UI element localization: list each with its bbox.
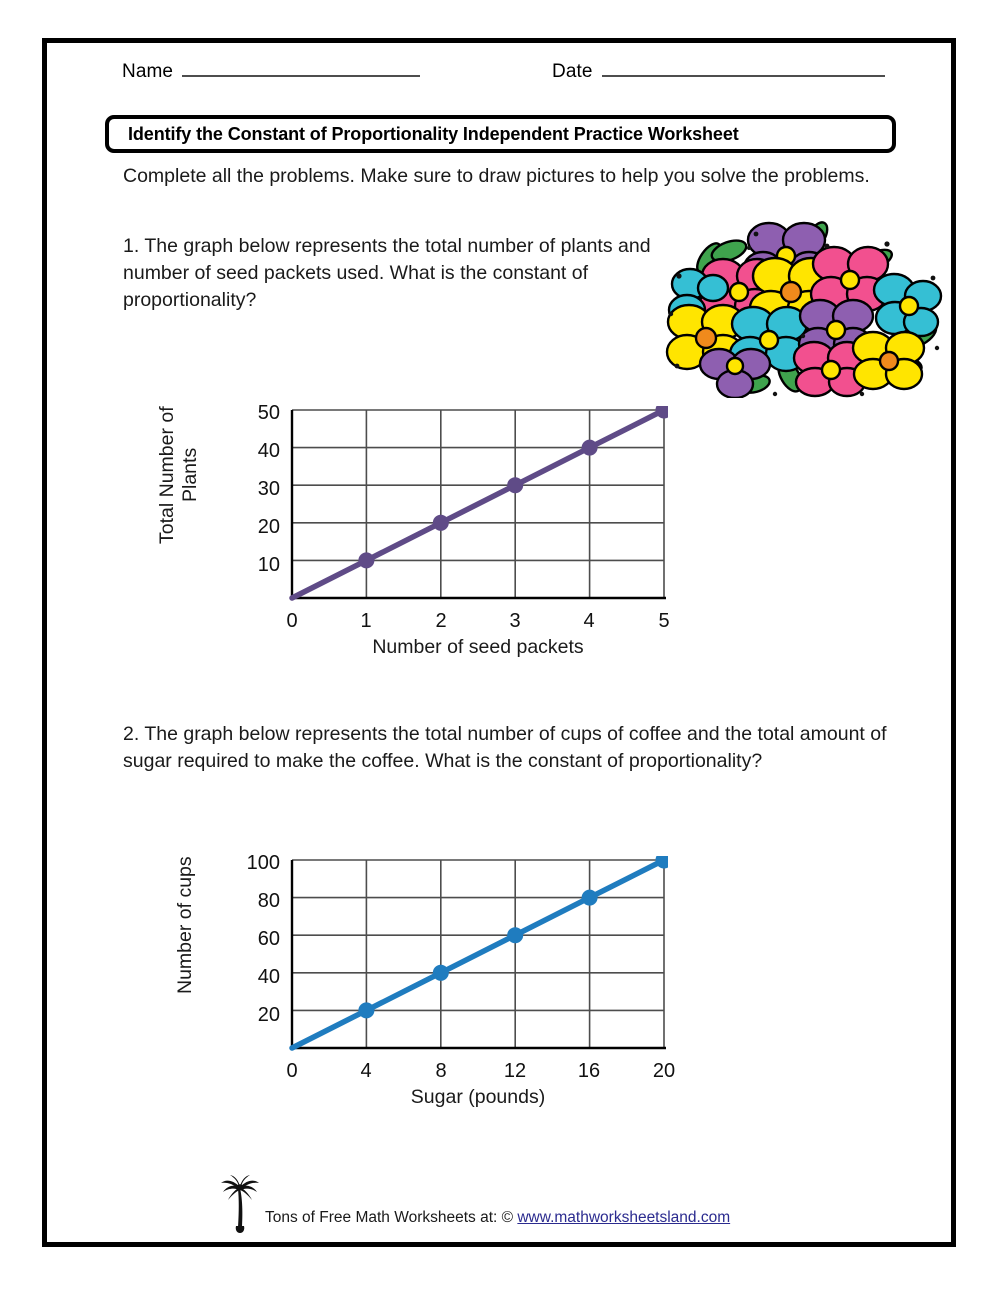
name-write-line[interactable]	[182, 61, 420, 77]
question-2-text: 2. The graph below represents the total number of cups of coffee and the total amount of sugar required to make the coffee. What is the constant of proportionality?	[123, 723, 887, 772]
name-field[interactable]	[122, 61, 420, 83]
chart-2-xtick-20: 20	[652, 1060, 676, 1082]
chart-1-xtick-1: 1	[360, 610, 372, 632]
question-1-text: 1. The graph below represents the total number of plants and number of seed packets used. What is the constant of proportionality?	[123, 235, 651, 311]
page-title: Identify the Constant of Proportionality Independent Practice Worksheet	[128, 123, 739, 144]
chart-2-xtick-12: 12	[503, 1060, 527, 1082]
palm-tree-icon	[219, 1175, 261, 1233]
chart-1-seed-packets	[152, 358, 672, 658]
footer-website-link[interactable]: www.mathworksheetsland.com	[517, 1209, 731, 1226]
chart-2-ytick-60: 60	[257, 928, 280, 950]
footer-label: Tons of Free Math Worksheets at: ©	[265, 1209, 514, 1226]
date-field[interactable]	[552, 61, 885, 83]
chart-1-xtick-5: 5	[658, 610, 670, 632]
page-footer	[47, 1173, 961, 1243]
worksheet-page-border	[42, 38, 956, 1247]
chart-2-ytick-80: 80	[257, 890, 280, 912]
worksheet-title-box	[105, 115, 896, 153]
chart-2-xtick-0: 0	[286, 1060, 298, 1082]
chart-1-xtick-2: 2	[435, 610, 447, 632]
flower-bouquet-clipart	[657, 218, 947, 398]
chart-2-coffee-sugar	[152, 808, 676, 1108]
chart-2-ytick-40: 40	[257, 966, 280, 988]
date-label: Date	[552, 61, 593, 82]
chart-1-ytick-10: 10	[257, 554, 280, 576]
chart-2-plot-area	[288, 856, 668, 1060]
chart-1-xtick-3: 3	[509, 610, 521, 632]
chart-1-ytick-20: 20	[257, 516, 280, 538]
chart-1-ytick-40: 40	[257, 440, 280, 462]
chart-1-ytick-50: 50	[257, 402, 280, 424]
chart-2-y-axis-title: Number of cups	[174, 856, 196, 994]
chart-2-xtick-4: 4	[360, 1060, 372, 1082]
name-date-row	[122, 61, 922, 95]
footer-text	[265, 1209, 730, 1227]
chart-2-ytick-100: 100	[246, 852, 280, 874]
name-label: Name	[122, 61, 174, 82]
chart-1-ytick-30: 30	[257, 478, 280, 500]
chart-1-xtick-0: 0	[286, 610, 298, 632]
chart-1-x-axis-title: Number of seed packets	[372, 636, 584, 658]
chart-1-plot-area	[288, 406, 668, 610]
chart-1-y-axis-title: Total Number of Plants	[156, 406, 201, 544]
chart-2-xtick-16: 16	[577, 1060, 601, 1082]
chart-2-x-axis-title: Sugar (pounds)	[410, 1086, 546, 1108]
chart-2-ytick-20: 20	[257, 1004, 280, 1026]
chart-1-xtick-4: 4	[583, 610, 595, 632]
chart-2-xtick-8: 8	[435, 1060, 447, 1082]
date-write-line[interactable]	[602, 61, 885, 77]
instructions-text: Complete all the problems. Make sure to draw pictures to help you solve the problems.	[123, 165, 870, 187]
